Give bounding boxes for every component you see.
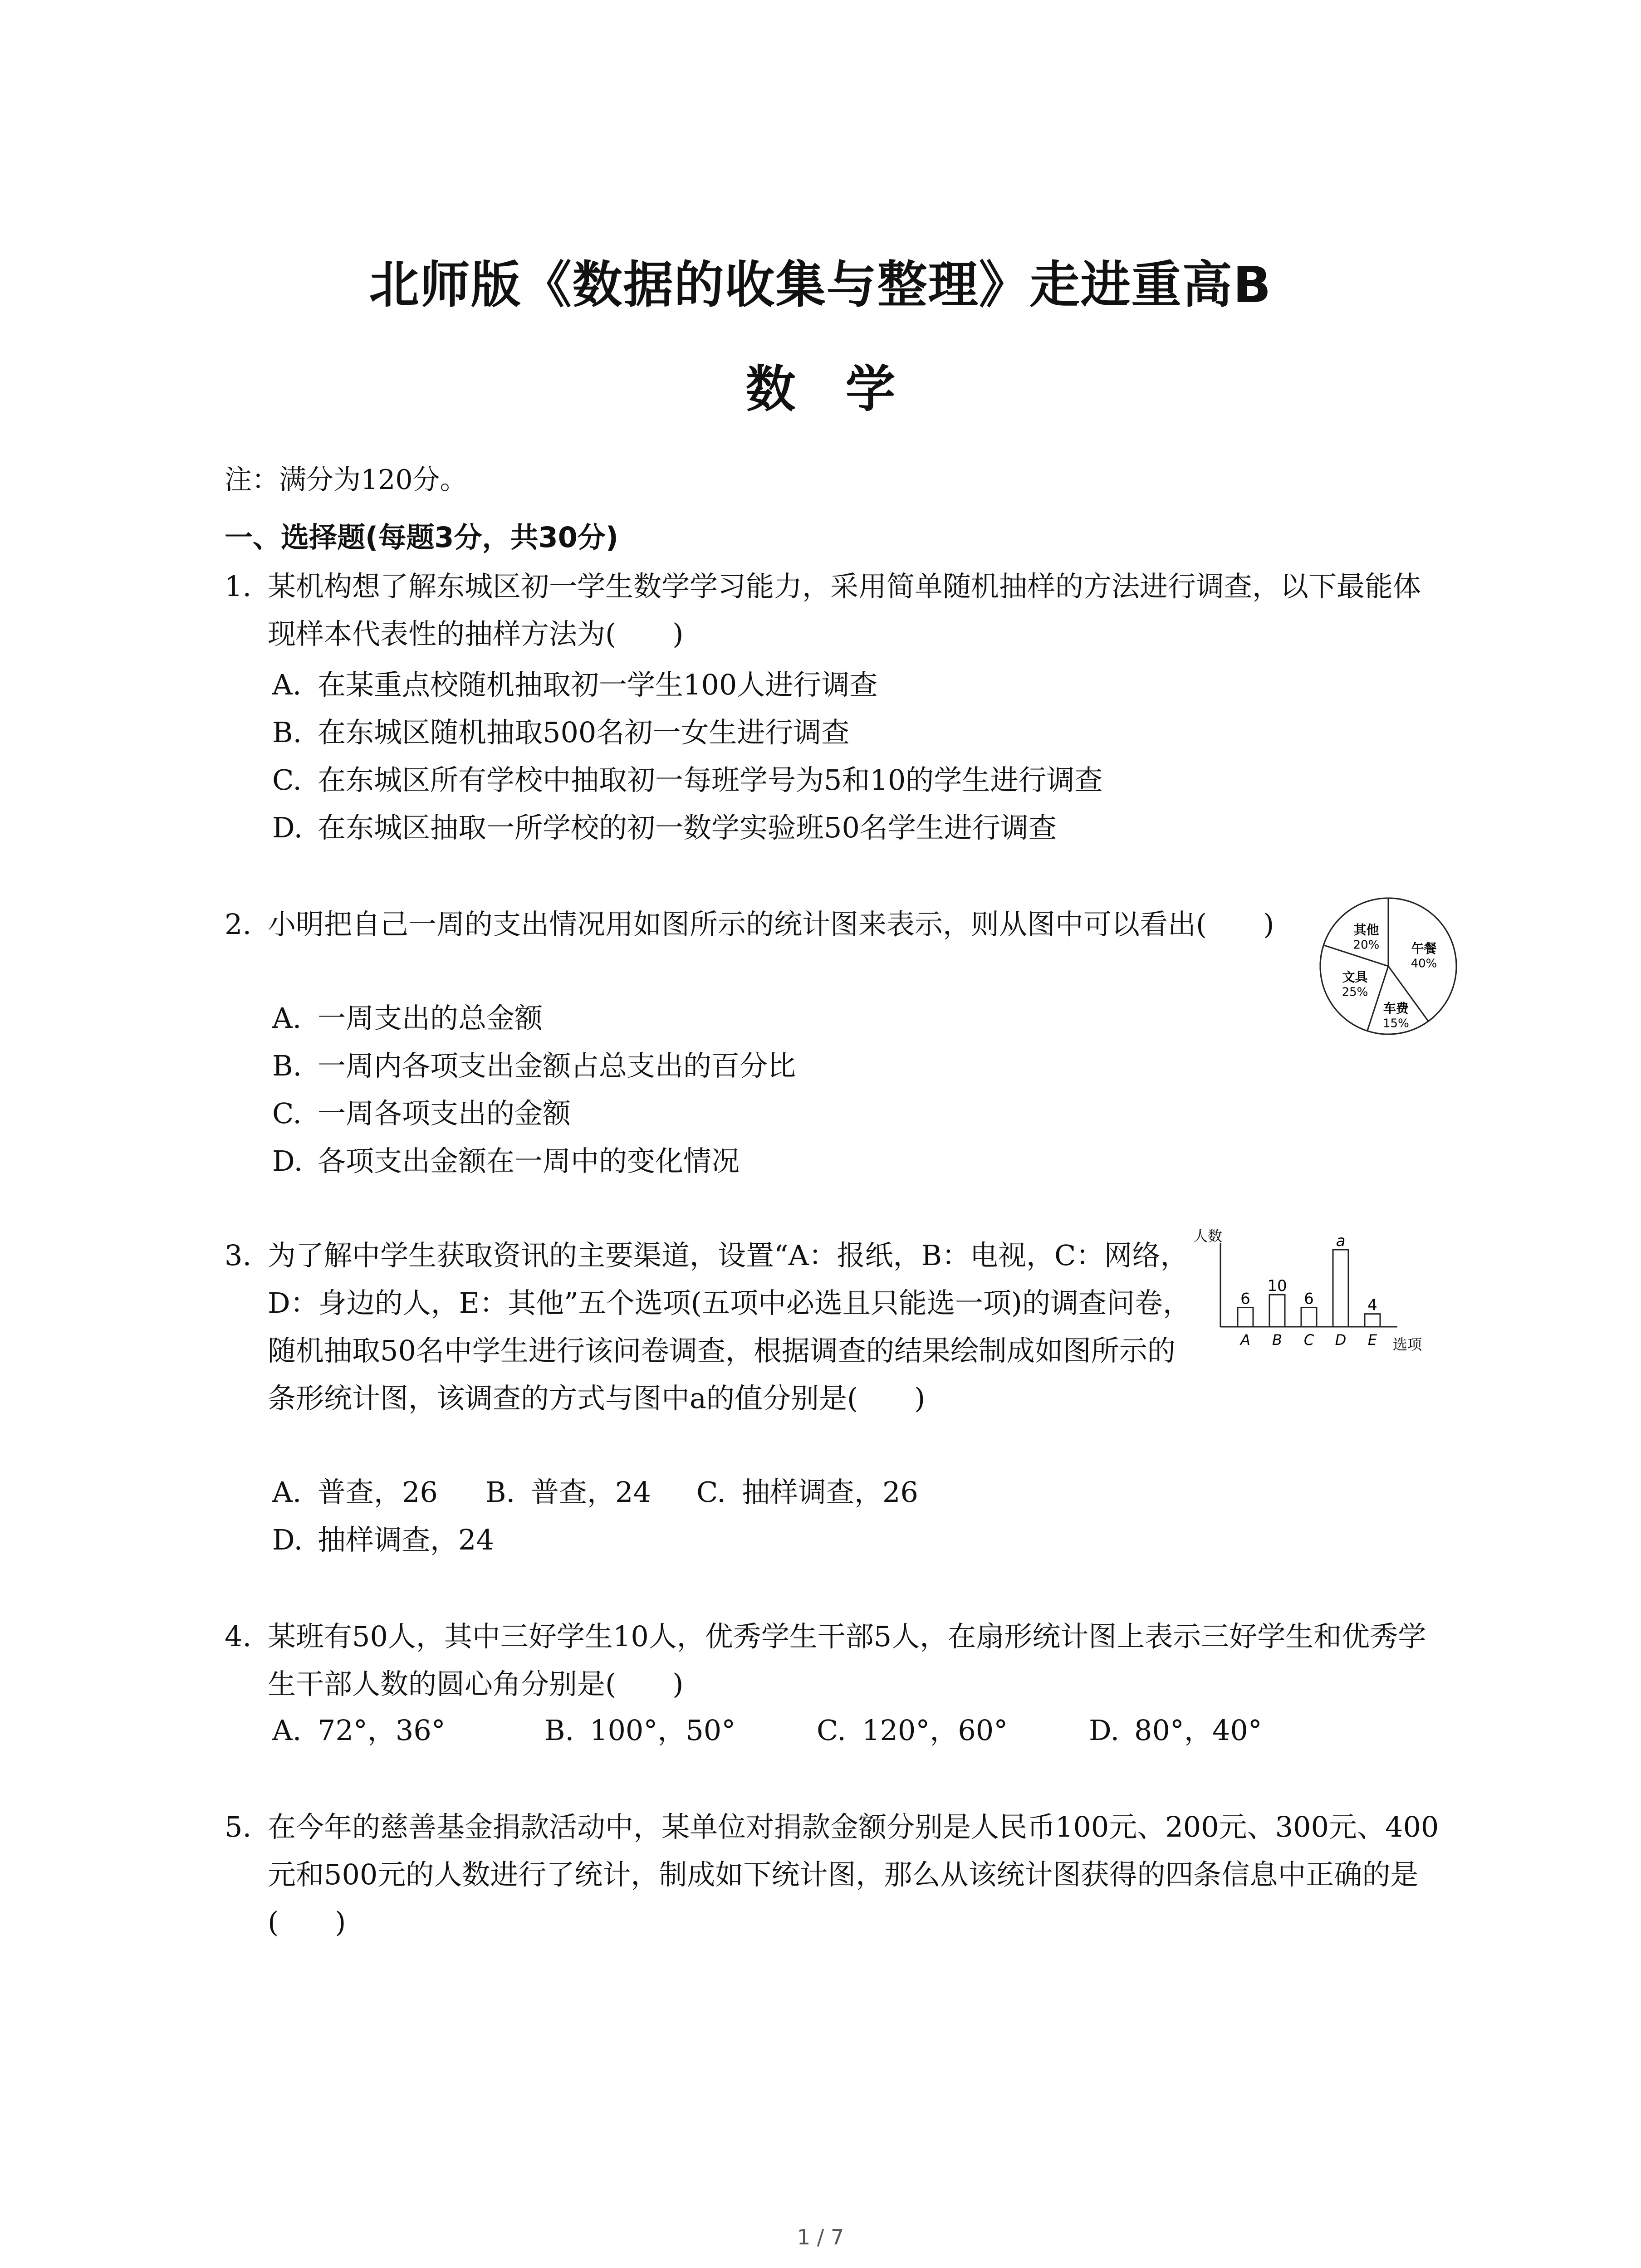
option-4d: D. 80°，40° bbox=[1089, 1714, 1262, 1747]
option-2a: A. 一周支出的总金额 bbox=[272, 1002, 543, 1035]
option-3b: B. 普查，24 bbox=[485, 1476, 651, 1509]
pie-slice-value: 15% bbox=[1382, 1017, 1409, 1031]
pie-slice-value: 20% bbox=[1353, 938, 1380, 952]
question-stem: 小明把自己一周的支出情况用如图所示的统计图来表示，则从图中可以看出( ) bbox=[268, 908, 1274, 941]
bar-value-label: 10 bbox=[1267, 1277, 1287, 1295]
survey-bar-chart bbox=[1193, 1225, 1447, 1356]
pie-slice-value: 40% bbox=[1411, 957, 1437, 971]
option-1c: C. 在东城区所有学校中抽取初一每班学号为5和10的学生进行调查 bbox=[272, 763, 1103, 797]
score-note: 注：满分为120分。 bbox=[225, 464, 467, 496]
option-2b: B. 一周内各项支出金额占总支出的百分比 bbox=[272, 1049, 796, 1082]
question-number: 4. bbox=[225, 1620, 252, 1653]
section-heading: 一、选择题(每题3分，共30分) bbox=[225, 521, 619, 554]
bar bbox=[1238, 1308, 1253, 1327]
pie-slice-label: 午餐 bbox=[1411, 941, 1437, 956]
question-number: 3. bbox=[225, 1239, 252, 1272]
question-5 bbox=[225, 1803, 1450, 1946]
bar bbox=[1301, 1308, 1317, 1327]
option-1d: D. 在东城区抽取一所学校的初一数学实验班50名学生进行调查 bbox=[272, 811, 1057, 844]
option-2d: D. 各项支出金额在一周中的变化情况 bbox=[272, 1144, 740, 1178]
bar-value-label: 6 bbox=[1304, 1290, 1314, 1308]
category-tick-label: B bbox=[1272, 1331, 1282, 1349]
category-tick-label: A bbox=[1240, 1331, 1250, 1349]
y-axis-label: 人数 bbox=[1193, 1227, 1223, 1245]
bar bbox=[1333, 1250, 1348, 1327]
option-3a: A. 普查，26 bbox=[272, 1476, 438, 1509]
question-stem: 在今年的慈善基金捐款活动中，某单位对捐款金额分别是人民币100元、200元、300元、400元和500元的人数进行了统计，制成如下统计图，那么从该统计图获得的四条信息中正确的是( ) bbox=[268, 1810, 1439, 1939]
option-4b: B. 100°，50° bbox=[544, 1714, 736, 1747]
category-tick-label: E bbox=[1367, 1331, 1377, 1349]
page-number: 1 / 7 bbox=[797, 2225, 844, 2249]
document-title: 北师版《数据的收集与整理》走进重高B bbox=[369, 256, 1272, 314]
x-axis-label: 选项 bbox=[1393, 1336, 1422, 1353]
question-number: 2. bbox=[225, 908, 252, 941]
option-1b: B. 在东城区随机抽取500名初一女生进行调查 bbox=[272, 716, 850, 749]
question-2 bbox=[225, 900, 1304, 948]
bar-value-label: a bbox=[1336, 1232, 1346, 1250]
question-stem: 为了解中学生获取资讯的主要渠道，设置“A：报纸，B：电视，C：网络，D：身边的人，E：其他”五个选项(五项中必选且只能选一项)的调查问卷，随机抽取50名中学生进行该问卷调查，根据调查的结果绘制成如图所示的条形统计图，该调查的方式与图中a的值分别是( ) bbox=[268, 1239, 1191, 1415]
pie-slice-value: 25% bbox=[1342, 985, 1368, 999]
category-tick-label: C bbox=[1303, 1331, 1314, 1349]
pie-slice-label: 其他 bbox=[1353, 922, 1379, 938]
expense-pie-chart bbox=[1311, 889, 1465, 1043]
question-3 bbox=[225, 1232, 1200, 1422]
pie-slice-label: 车费 bbox=[1383, 1001, 1409, 1016]
question-1 bbox=[225, 562, 1422, 658]
bar bbox=[1365, 1314, 1380, 1327]
option-2c: C. 一周各项支出的金额 bbox=[272, 1097, 571, 1130]
question-4 bbox=[225, 1613, 1450, 1708]
bar bbox=[1269, 1295, 1285, 1327]
question-number: 1. bbox=[225, 570, 252, 603]
category-tick-label: D bbox=[1335, 1331, 1347, 1349]
option-4a: A. 72°，36° bbox=[272, 1714, 446, 1747]
bar-value-label: 4 bbox=[1367, 1296, 1377, 1315]
option-4c: C. 120°，60° bbox=[817, 1714, 1008, 1747]
option-3d: D. 抽样调查，24 bbox=[272, 1523, 494, 1556]
pie-slice-label: 文具 bbox=[1342, 969, 1368, 985]
document-subject: 数学 bbox=[745, 360, 945, 418]
question-stem: 某班有50人，其中三好学生10人，优秀学生干部5人，在扇形统计图上表示三好学生和优秀学生干部人数的圆心角分别是( ) bbox=[268, 1620, 1426, 1701]
question-stem: 某机构想了解东城区初一学生数学学习能力，采用简单随机抽样的方法进行调查，以下最能体现样本代表性的抽样方法为( ) bbox=[268, 570, 1421, 650]
option-1a: A. 在某重点校随机抽取初一学生100人进行调查 bbox=[272, 668, 878, 701]
option-3c: C. 抽样调查，26 bbox=[696, 1476, 918, 1509]
question-number: 5. bbox=[225, 1810, 252, 1843]
bar-value-label: 6 bbox=[1240, 1290, 1250, 1308]
